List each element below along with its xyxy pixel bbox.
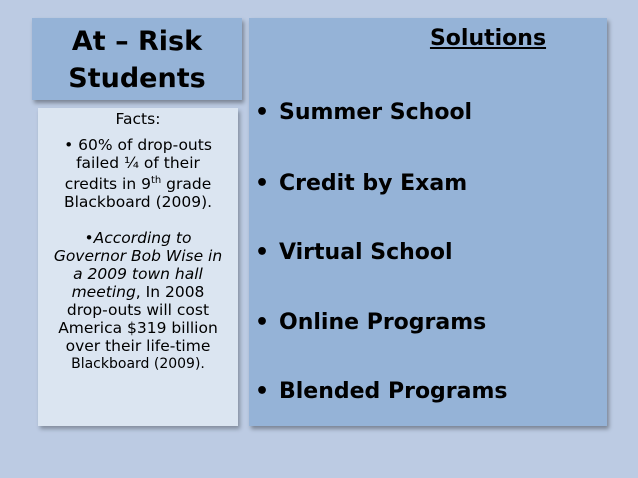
- fact2-line7: over their life-time: [65, 337, 211, 356]
- solution-item-blended-programs: [255, 379, 508, 404]
- solution-item-summer-school: [255, 100, 472, 125]
- fact1-line2: failed ¼ of their: [76, 154, 200, 172]
- bullet-icon: •: [255, 100, 270, 125]
- solution-item-label: Summer School: [279, 100, 473, 125]
- fact1-source: Blackboard (2009).: [63, 193, 213, 212]
- bullet-icon: •: [255, 310, 270, 335]
- left-title-box: [32, 18, 242, 100]
- fact-dropout-cost: [38, 229, 238, 373]
- fact2-italic2: Governor Bob Wise in: [53, 247, 223, 266]
- fact1-line1: • 60% of drop-outs: [64, 136, 212, 154]
- fact2-line6: America $319 billion: [58, 319, 218, 338]
- fact2-italic3: a 2009 town hall: [73, 265, 203, 284]
- solution-item-label: Online Programs: [279, 310, 487, 335]
- solution-item-label: Virtual School: [279, 240, 453, 265]
- solution-item-label: Credit by Exam: [279, 171, 468, 196]
- facts-heading: Facts:: [115, 110, 161, 128]
- solution-item-virtual-school: [255, 240, 453, 265]
- solution-item-label: Blended Programs: [279, 379, 508, 404]
- solutions-title: Solutions: [429, 26, 547, 51]
- fact2-line4: [38, 283, 238, 301]
- solutions-box: [249, 18, 607, 426]
- left-title-line2: Students: [68, 63, 206, 94]
- facts-box: [38, 108, 238, 426]
- fact1-line3: [38, 172, 238, 193]
- bullet-icon: •: [255, 240, 270, 265]
- bullet-icon: •: [255, 171, 270, 196]
- fact1-line3-post: grade: [161, 175, 212, 194]
- bullet-icon: •: [255, 379, 270, 404]
- fact1-line3-pre: credits in 9: [64, 175, 151, 194]
- fact2-line5: drop-outs will cost: [66, 301, 210, 320]
- fact1-line3-sup: th: [150, 175, 162, 186]
- fact2-source: Blackboard (2009).: [71, 356, 205, 373]
- fact2-italic4: meeting: [71, 283, 136, 302]
- left-title-line1: At – Risk: [71, 26, 203, 57]
- fact2-italic1: •According to: [84, 229, 192, 248]
- solution-item-credit-by-exam: [255, 171, 467, 196]
- solution-item-online-programs: [255, 310, 486, 335]
- fact-dropout-credits: [38, 136, 238, 211]
- fact2-line4-post: , In 2008: [135, 283, 205, 302]
